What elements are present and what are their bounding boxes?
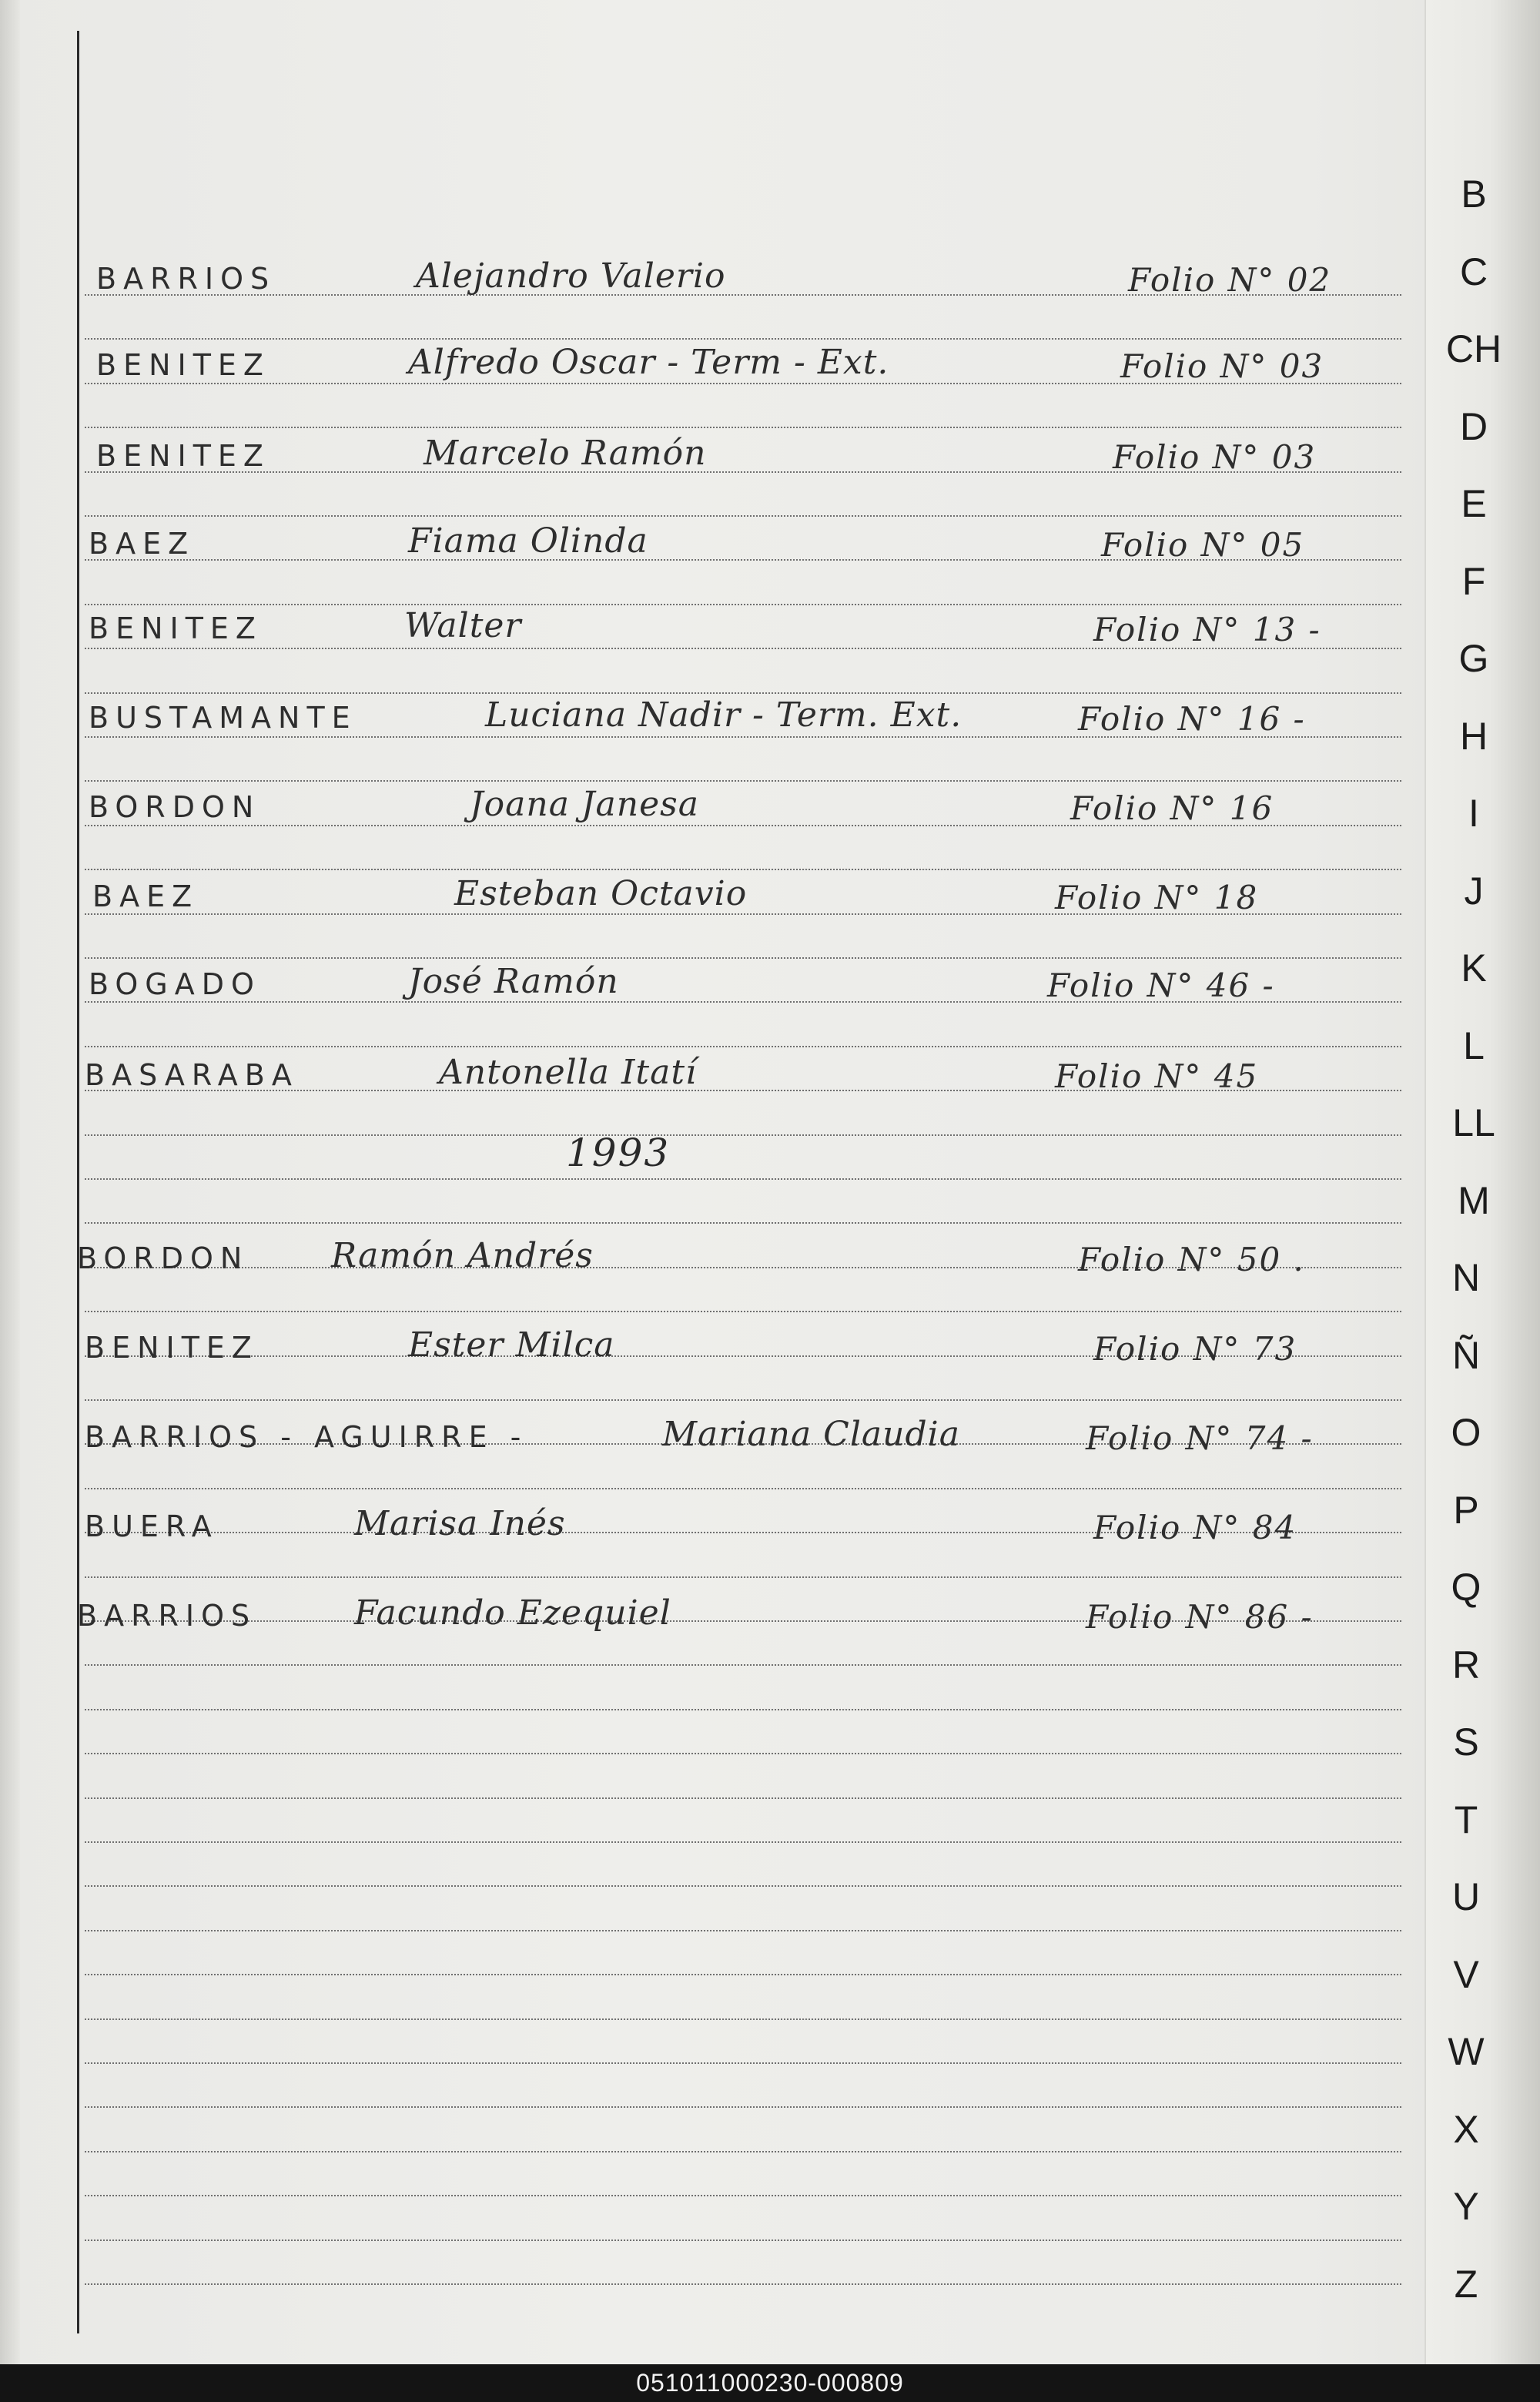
index-tab-x[interactable]: X xyxy=(1453,2108,1479,2151)
ledger-entry xyxy=(85,1041,1409,1095)
entry-surname: BARRIOS xyxy=(96,262,276,296)
ledger-entry xyxy=(85,331,1409,385)
index-tab-l[interactable]: L xyxy=(1463,1024,1485,1067)
ruled-line xyxy=(85,1709,1401,1710)
entry-given-names: Alfredo Oscar - Term - Ext. xyxy=(408,343,889,382)
entry-surname: BASARABA xyxy=(85,1058,299,1092)
ledger-entry xyxy=(77,1224,1409,1278)
ruled-line xyxy=(85,1576,1401,1578)
entry-folio: Folio N° 02 xyxy=(1128,261,1332,299)
ruled-line xyxy=(85,2106,1401,2108)
ruled-line xyxy=(85,1134,1401,1136)
index-tab-v[interactable]: V xyxy=(1453,1953,1479,1996)
index-tab-c[interactable]: C xyxy=(1459,250,1488,293)
ruled-line xyxy=(85,1178,1401,1180)
entry-surname: BARRIOS - AGUIRRE - xyxy=(85,1420,528,1454)
index-tab-g[interactable]: G xyxy=(1458,637,1489,680)
entry-folio: Folio N° 03 xyxy=(1120,347,1324,385)
entry-surname: BENITEZ xyxy=(96,439,270,473)
alphabet-index-tabs xyxy=(1424,0,1540,2364)
ruled-line xyxy=(85,1664,1401,1666)
index-tab-d[interactable]: D xyxy=(1459,405,1488,448)
index-tab-t[interactable]: T xyxy=(1454,1798,1478,1841)
entry-folio: Folio N° 46 - xyxy=(1047,966,1275,1004)
entry-given-names: Esteban Octavio xyxy=(454,874,748,913)
entry-surname: BENITEZ xyxy=(96,348,270,382)
entry-given-names: Fiama Olinda xyxy=(408,521,648,561)
index-tab-j[interactable]: J xyxy=(1464,869,1484,913)
ledger-entry xyxy=(85,773,1409,827)
ruled-line xyxy=(85,2195,1401,2196)
index-tab-r[interactable]: R xyxy=(1451,1643,1481,1687)
index-tab-n[interactable]: N xyxy=(1451,1256,1481,1299)
entry-given-names: Ramón Andrés xyxy=(331,1236,594,1275)
entry-given-names: Joana Janesa xyxy=(470,785,699,824)
ruled-line xyxy=(85,1930,1401,1931)
index-tab-e[interactable]: E xyxy=(1461,482,1487,525)
entry-surname: BUSTAMANTE xyxy=(89,701,357,735)
entry-surname: BORDON xyxy=(89,790,261,824)
ledger-entry xyxy=(85,510,1409,564)
year-heading: 1993 xyxy=(566,1131,671,1175)
entry-surname: BUERA xyxy=(85,1509,219,1543)
entry-given-names: Walter xyxy=(404,606,522,645)
entry-given-names: Ester Milca xyxy=(408,1325,615,1365)
margin-rule xyxy=(77,31,79,2333)
entry-given-names: Mariana Claudia xyxy=(662,1415,960,1454)
ledger-entry xyxy=(85,863,1409,916)
ruled-line xyxy=(85,1222,1401,1224)
index-tab-s[interactable]: S xyxy=(1453,1720,1479,1764)
entry-given-names: Antonella Itatí xyxy=(439,1053,698,1092)
entry-surname: BAEZ xyxy=(92,879,199,913)
scan-footer xyxy=(0,2364,1540,2402)
ruled-line xyxy=(85,1753,1401,1754)
index-tab-f[interactable]: F xyxy=(1461,560,1486,603)
entry-given-names: Facundo Ezequiel xyxy=(354,1593,671,1633)
entry-given-names: Alejandro Valerio xyxy=(416,256,726,296)
entry-folio: Folio N° 03 xyxy=(1113,438,1317,476)
ledger-entry xyxy=(85,595,1409,648)
index-tab-m[interactable]: M xyxy=(1458,1179,1490,1222)
entry-folio: Folio N° 50 . xyxy=(1078,1241,1305,1278)
ledger-entry xyxy=(85,950,1409,1004)
index-tab-ñ[interactable]: Ñ xyxy=(1451,1334,1481,1377)
ruled-line xyxy=(85,1488,1401,1489)
entry-surname: BAEZ xyxy=(89,527,196,561)
entry-folio: Folio N° 16 xyxy=(1070,789,1274,827)
ledger-entry xyxy=(77,1582,1409,1636)
index-tab-i[interactable]: I xyxy=(1468,792,1479,835)
index-tab-b[interactable]: B xyxy=(1461,173,1487,216)
entry-given-names: Luciana Nadir - Term. Ext. xyxy=(485,695,962,735)
ruled-line xyxy=(85,2062,1401,2064)
entry-folio: Folio N° 74 - xyxy=(1086,1419,1314,1457)
page-binding-edge xyxy=(0,0,20,2364)
entry-folio: Folio N° 45 xyxy=(1055,1057,1259,1095)
entry-surname: BOGADO xyxy=(89,967,261,1001)
entry-folio: Folio N° 73 xyxy=(1093,1330,1297,1368)
entry-given-names: Marcelo Ramón xyxy=(424,434,707,473)
index-tab-y[interactable]: Y xyxy=(1453,2185,1479,2228)
index-tab-o[interactable]: O xyxy=(1451,1411,1481,1454)
ruled-line xyxy=(85,1841,1401,1843)
entry-folio: Folio N° 13 - xyxy=(1093,611,1321,648)
ruled-line xyxy=(85,2018,1401,2020)
ruled-line xyxy=(85,1797,1401,1799)
entry-folio: Folio N° 18 xyxy=(1055,879,1259,916)
ledger-entry xyxy=(85,1314,1409,1368)
entry-given-names: Marisa Inés xyxy=(354,1504,566,1543)
ruled-line xyxy=(85,1311,1401,1312)
index-tab-p[interactable]: P xyxy=(1453,1489,1479,1532)
ruled-line xyxy=(85,1399,1401,1401)
ruled-line xyxy=(85,2283,1401,2285)
entry-folio: Folio N° 86 - xyxy=(1086,1598,1314,1636)
ruled-line xyxy=(85,2240,1401,2241)
ruled-line xyxy=(85,1974,1401,1975)
index-tab-k[interactable]: K xyxy=(1461,946,1487,990)
entry-surname: BENITEZ xyxy=(85,1331,259,1365)
index-tab-u[interactable]: U xyxy=(1451,1875,1481,1918)
entry-given-names: José Ramón xyxy=(408,962,619,1001)
ledger-entry xyxy=(85,1492,1409,1546)
ruled-line xyxy=(85,1885,1401,1887)
ledger-entry xyxy=(85,684,1409,738)
index-tab-h[interactable]: H xyxy=(1459,715,1488,758)
entry-folio: Folio N° 16 - xyxy=(1078,700,1306,738)
index-tab-ll[interactable]: LL xyxy=(1452,1101,1495,1144)
index-tab-w[interactable]: W xyxy=(1448,2030,1485,2073)
index-tab-ch[interactable]: CH xyxy=(1445,327,1502,370)
document-id: 051011000230-000809 xyxy=(636,2369,904,2397)
index-tab-q[interactable]: Q xyxy=(1451,1566,1481,1609)
entry-surname: BARRIOS xyxy=(77,1599,257,1633)
ledger-entry xyxy=(85,245,1409,299)
ledger-entry xyxy=(85,1403,1409,1457)
entry-folio: Folio N° 05 xyxy=(1101,526,1305,564)
ledger-entry xyxy=(85,422,1409,476)
entry-surname: BENITEZ xyxy=(89,611,263,645)
index-tab-z[interactable]: Z xyxy=(1454,2263,1478,2306)
entry-folio: Folio N° 84 xyxy=(1093,1509,1297,1546)
ruled-line xyxy=(85,2151,1401,2152)
entry-surname: BORDON xyxy=(77,1241,249,1275)
